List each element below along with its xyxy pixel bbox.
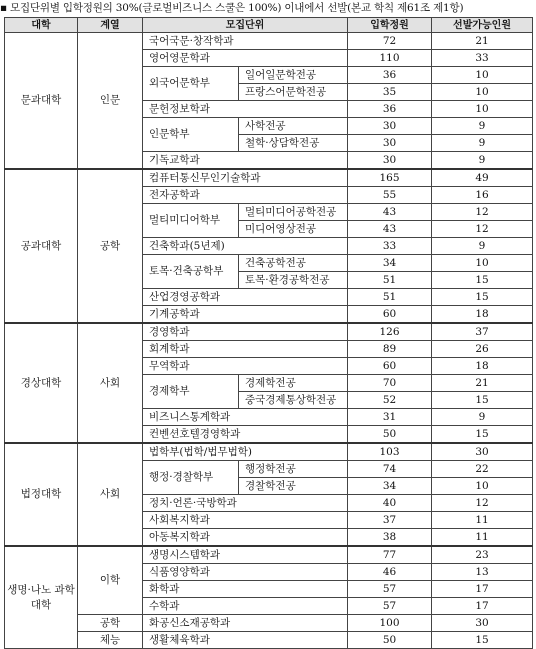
unit-cell: 비즈니스통계학과 bbox=[143, 409, 348, 426]
quota-cell: 38 bbox=[348, 529, 432, 547]
field-cell: 공학 bbox=[78, 169, 143, 323]
quota-cell: 34 bbox=[348, 255, 432, 272]
quota-cell: 89 bbox=[348, 341, 432, 358]
unit-cell: 회계학과 bbox=[143, 341, 348, 358]
selectable-cell: 9 bbox=[432, 409, 533, 426]
selectable-cell: 10 bbox=[432, 255, 533, 272]
major-cell: 미디어영상전공 bbox=[239, 221, 348, 238]
table-row bbox=[5, 615, 533, 632]
unit-cell: 화공신소재공학과 bbox=[143, 615, 348, 632]
table-row bbox=[5, 33, 533, 50]
field-cell: 인문 bbox=[78, 33, 143, 170]
table-row bbox=[5, 632, 533, 649]
major-cell: 행정학전공 bbox=[239, 461, 348, 478]
selectable-cell: 16 bbox=[432, 187, 533, 204]
selectable-cell: 17 bbox=[432, 598, 533, 615]
quota-cell: 36 bbox=[348, 101, 432, 118]
selectable-cell: 10 bbox=[432, 101, 533, 118]
major-cell: 건축공학전공 bbox=[239, 255, 348, 272]
header-unit: 모집단위 bbox=[143, 18, 348, 33]
quota-cell: 43 bbox=[348, 204, 432, 221]
selectable-cell: 26 bbox=[432, 341, 533, 358]
quota-cell: 72 bbox=[348, 33, 432, 50]
selectable-cell: 49 bbox=[432, 169, 533, 187]
unit-cell: 문헌정보학과 bbox=[143, 101, 348, 118]
college-cell: 문과대학 bbox=[5, 33, 78, 170]
selectable-cell: 15 bbox=[432, 392, 533, 409]
major-cell: 중국경제통상학전공 bbox=[239, 392, 348, 409]
selectable-cell: 30 bbox=[432, 615, 533, 632]
selectable-cell: 9 bbox=[432, 118, 533, 135]
selectable-cell: 23 bbox=[432, 546, 533, 564]
selectable-cell: 13 bbox=[432, 564, 533, 581]
college-cell: 공과대학 bbox=[5, 169, 78, 323]
quota-cell: 103 bbox=[348, 443, 432, 461]
header-field: 계열 bbox=[78, 18, 143, 33]
selectable-cell: 21 bbox=[432, 33, 533, 50]
quota-cell: 34 bbox=[348, 478, 432, 495]
table-row bbox=[5, 443, 533, 461]
admission-quota-table bbox=[4, 17, 533, 649]
field-cell: 사회 bbox=[78, 323, 143, 443]
quota-cell: 30 bbox=[348, 135, 432, 152]
unit-cell: 경영학과 bbox=[143, 323, 348, 341]
page-caption: ▪ 모집단위별 입학정원의 30%(글로벌비즈니스 스쿨은 100%) 이내에서 선발(본교 학칙 제61조 제1항) bbox=[0, 2, 464, 14]
unit-cell: 생명시스템학과 bbox=[143, 546, 348, 564]
unit-cell: 수학과 bbox=[143, 598, 348, 615]
selectable-cell: 12 bbox=[432, 495, 533, 512]
quota-cell: 60 bbox=[348, 358, 432, 375]
unit-cell: 영어영문학과 bbox=[143, 50, 348, 67]
unit-cell: 전자공학과 bbox=[143, 187, 348, 204]
unit-cell: 식품영양학과 bbox=[143, 564, 348, 581]
quota-cell: 70 bbox=[348, 375, 432, 392]
table-row bbox=[5, 323, 533, 341]
unit-cell: 정치·언론·국방학과 bbox=[143, 495, 348, 512]
table-row bbox=[5, 169, 533, 187]
selectable-cell: 10 bbox=[432, 478, 533, 495]
quota-cell: 46 bbox=[348, 564, 432, 581]
selectable-cell: 15 bbox=[432, 632, 533, 649]
unit-cell: 산업경영공학과 bbox=[143, 289, 348, 306]
selectable-cell: 10 bbox=[432, 67, 533, 84]
selectable-cell: 9 bbox=[432, 135, 533, 152]
header-college: 대학 bbox=[5, 18, 78, 33]
unit-cell: 컨벤션호텔경영학과 bbox=[143, 426, 348, 444]
selectable-cell: 37 bbox=[432, 323, 533, 341]
unit-cell: 토목·건축공학부 bbox=[143, 255, 239, 289]
field-cell: 이학 bbox=[78, 546, 143, 615]
quota-cell: 110 bbox=[348, 50, 432, 67]
quota-cell: 30 bbox=[348, 152, 432, 170]
quota-cell: 60 bbox=[348, 306, 432, 324]
selectable-cell: 15 bbox=[432, 272, 533, 289]
selectable-cell: 22 bbox=[432, 461, 533, 478]
unit-cell: 컴퓨터통신무인기술학과 bbox=[143, 169, 348, 187]
unit-cell: 기계공학과 bbox=[143, 306, 348, 324]
selectable-cell: 15 bbox=[432, 289, 533, 306]
unit-cell: 행정·경찰학부 bbox=[143, 461, 239, 495]
major-cell: 프랑스어문학전공 bbox=[239, 84, 348, 101]
unit-cell: 인문학부 bbox=[143, 118, 239, 152]
major-cell: 사학전공 bbox=[239, 118, 348, 135]
table-header-row bbox=[5, 18, 533, 33]
quota-cell: 31 bbox=[348, 409, 432, 426]
unit-cell: 건축학과(5년제) bbox=[143, 238, 348, 255]
selectable-cell: 30 bbox=[432, 443, 533, 461]
unit-cell: 국어국문·창작학과 bbox=[143, 33, 348, 50]
quota-cell: 33 bbox=[348, 238, 432, 255]
quota-cell: 43 bbox=[348, 221, 432, 238]
selectable-cell: 11 bbox=[432, 529, 533, 547]
selectable-cell: 12 bbox=[432, 204, 533, 221]
unit-cell: 외국어문학부 bbox=[143, 67, 239, 101]
major-cell: 토목·환경공학전공 bbox=[239, 272, 348, 289]
quota-cell: 100 bbox=[348, 615, 432, 632]
major-cell: 멀티미디어공학전공 bbox=[239, 204, 348, 221]
table-row bbox=[5, 546, 533, 564]
major-cell: 철학·상담학전공 bbox=[239, 135, 348, 152]
quota-cell: 40 bbox=[348, 495, 432, 512]
selectable-cell: 33 bbox=[432, 50, 533, 67]
selectable-cell: 9 bbox=[432, 238, 533, 255]
major-cell: 일어일문학전공 bbox=[239, 67, 348, 84]
quota-cell: 37 bbox=[348, 512, 432, 529]
selectable-cell: 18 bbox=[432, 306, 533, 324]
unit-cell: 기독교학과 bbox=[143, 152, 348, 170]
unit-cell: 무역학과 bbox=[143, 358, 348, 375]
quota-cell: 35 bbox=[348, 84, 432, 101]
selectable-cell: 21 bbox=[432, 375, 533, 392]
unit-cell: 아동복지학과 bbox=[143, 529, 348, 547]
quota-cell: 30 bbox=[348, 118, 432, 135]
header-quota: 입학정원 bbox=[348, 18, 432, 33]
college-cell: 경상대학 bbox=[5, 323, 78, 443]
quota-cell: 50 bbox=[348, 632, 432, 649]
field-cell: 체능 bbox=[78, 632, 143, 649]
field-cell: 공학 bbox=[78, 615, 143, 632]
quota-cell: 77 bbox=[348, 546, 432, 564]
quota-cell: 51 bbox=[348, 272, 432, 289]
unit-cell: 경제학부 bbox=[143, 375, 239, 409]
selectable-cell: 12 bbox=[432, 221, 533, 238]
unit-cell: 사회복지학과 bbox=[143, 512, 348, 529]
quota-cell: 165 bbox=[348, 169, 432, 187]
selectable-cell: 15 bbox=[432, 426, 533, 444]
quota-cell: 74 bbox=[348, 461, 432, 478]
quota-cell: 55 bbox=[348, 187, 432, 204]
selectable-cell: 10 bbox=[432, 84, 533, 101]
quota-cell: 126 bbox=[348, 323, 432, 341]
selectable-cell: 17 bbox=[432, 581, 533, 598]
college-cell: 생명·나노 과학대학 bbox=[5, 546, 78, 649]
quota-cell: 50 bbox=[348, 426, 432, 444]
quota-cell: 57 bbox=[348, 581, 432, 598]
selectable-cell: 9 bbox=[432, 152, 533, 170]
quota-cell: 36 bbox=[348, 67, 432, 84]
header-selectable: 선발가능인원 bbox=[432, 18, 533, 33]
major-cell: 경제학전공 bbox=[239, 375, 348, 392]
unit-cell: 화학과 bbox=[143, 581, 348, 598]
quota-cell: 52 bbox=[348, 392, 432, 409]
unit-cell: 생활체육학과 bbox=[143, 632, 348, 649]
quota-cell: 57 bbox=[348, 598, 432, 615]
selectable-cell: 11 bbox=[432, 512, 533, 529]
selectable-cell: 18 bbox=[432, 358, 533, 375]
field-cell: 사회 bbox=[78, 443, 143, 546]
college-cell: 법정대학 bbox=[5, 443, 78, 546]
unit-cell: 법학부(법학/법무법학) bbox=[143, 443, 348, 461]
unit-cell: 멀티미디어학부 bbox=[143, 204, 239, 238]
major-cell: 경찰학전공 bbox=[239, 478, 348, 495]
quota-cell: 51 bbox=[348, 289, 432, 306]
